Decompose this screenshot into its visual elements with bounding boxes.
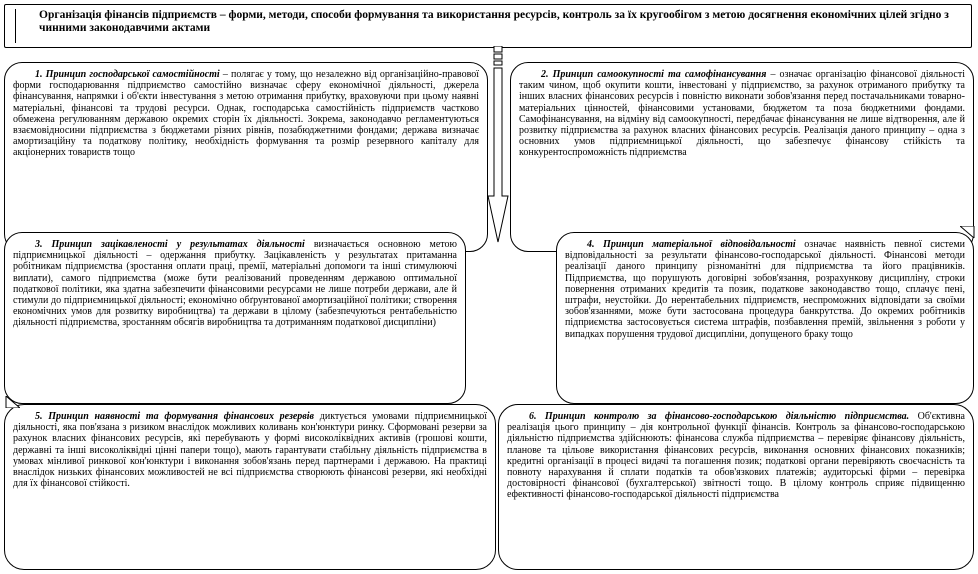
principle-3-heading: 3. Принцип зацікавленості у результатах діяльності bbox=[35, 239, 305, 250]
principle-3-text: визначається основною метою підприємницької діяльності – одержання прибутку. Зацікавленість у результатах притаманна робітникам підприємства (зростання оплати праці, премії, матеріальні допомоги та інші стимулюючі виплати), самого підприємства (може бути реалізований проведенням державою оптимальної податкової політики, яка здатна забезпечити фінансовими ресурсами не лише потреби держави, але й стимули до підприємницької діяльності; економічно обґрунтованої амортизаційної політики; створення економічних умов для розвитку виробництва) та держави в цілому (забезпечуються рентабельністю діяльності підприємства, зростанням обсягів виробництва та дотриманням податкової дисципліни) bbox=[13, 239, 458, 329]
principle-2-text: – означає організацію фінансової діяльності таким чином, щоб окупити кошти, інвестовані у підприємство, за рахунок отриманого прибутку та інших власних фінансових ресурсів і повністю виконати зобов'язання перед постачальниками товарно-матеріальних цінностей, фінансовими установами, бюджетом та поза бюджетними фондами. Самофінансування, на відміну від самоокупності, передбачає фінансування не лише відтворення, але й розвитку підприємства за рахунок власних фінансових ресурсів. Реалізація даного принципу – одна з основних умов підприємницької діяльності, що забезпечує фінансову стійкість та конкурентоспроможність підприємства bbox=[519, 69, 966, 159]
principle-4-heading: 4. Принцип матеріальної відповідальності bbox=[587, 239, 796, 250]
principle-5-text: диктується умовами підприємницької діяльності, яка пов'язана з ризиком внаслідок можливих коливань кон'юнктури ринку. Сформовані резерви за рахунок власних фінансових ресурсів, які перебувають у формі високоліквідних активів (грошові кошти, державні та інші високоліквідні цінні папери тощо), мають гарантувати стабільну діяльність підприємства в умовах мінливої ринкової кон'юнктури і виконання зобов'язань перед партнерами і державою. На практиці внаслідок низьких фінансових можливостей не всі підприємства створюють фінансові резерви, які необхідні для їх фінансової стійкості. bbox=[13, 411, 488, 490]
principle-box-2 bbox=[510, 62, 974, 252]
principle-1-text: – полягає у тому, що незалежно від організаційно-правової форми господарювання підприємство самостійно визначає сферу економічної діяльності, джерела фінансування, напрямки і об'єкти інвестування з метою отримання прибутку, враховуючи при цьому наявні матеріальні, фінансові та трудові ресурси. Однак, господарська самостійність підприємств частково обмежена регулюванням державою окремих сторін їх діяльності. Зокрема, законодавчо регламентуються взаємовідносини підприємства з бюджетами різних рівнів, позабюджетними фондами; держава визначає амортизаційну та податкову політику, необхідність формування та розмір резервного капіталу для акціонерних товариств тощо bbox=[13, 69, 479, 159]
principle-box-4 bbox=[556, 232, 974, 404]
diagram-header bbox=[4, 4, 972, 48]
connector-left-pointer bbox=[4, 396, 20, 408]
principle-5-heading: 5. Принцип наявності та формування фінансових резервів bbox=[35, 411, 315, 422]
principle-4-text: означає наявність певної системи відповідальності за результати фінансово-господарської діяльності. Фінансові методи реалізації даного принципу різноманітні для підприємства та його працівників. Підприємства, що порушують договірні зобов'язання, розрахункову дисципліну, строки повернення отриманих кредитів та позик, податкове законодавство тощо, сплачує пені, штрафи, неустойки. До нерентабельних підприємств, неспроможних відповідати за своїми зобов'язаннями, може бути застосована процедура банкрутства. До окремих робітників підприємства застосовується система штрафів, позбавлення премій, звільнення з роботи у випадках порушення трудової дисципліни, допущеного браку тощо bbox=[565, 239, 966, 340]
central-down-arrow bbox=[486, 46, 510, 246]
principle-2-heading: 2. Принцип самоокупності та самофінансування bbox=[541, 69, 767, 80]
principle-box-3 bbox=[4, 232, 466, 404]
principle-6-text: Об'єктивна реалізація цього принципу – дія контрольної функції фінансів. Контроль за фінансово-господарською діяльністю підприємства здійснюють: фінансова служба підприємства – перевіряє фінансову діяльність, планове та цільове використання фінансових ресурсів, виконання основних фінансових показників; кредитні організації в процесі видачі та погашення позик; податкові органи перевіряють своєчасність та повноту нарахування й сплати податків та обов'язкових платежів; аудиторські фірми – перевірка достовірності фінансової (бухгалтерської) звітності тощо. В цілому контроль сприяє підвищенню ефективності фінансово-господарської діяльності підприємства bbox=[507, 411, 965, 501]
header-title: Організація фінансів підприємств – форми, методи, способи формування та використання ресурсів, контроль за їх кругообігом з метою досягнення економічних цілей згідно з чинними законодавчими актами bbox=[39, 9, 949, 34]
principle-box-5 bbox=[4, 404, 496, 570]
principle-box-6 bbox=[498, 404, 974, 570]
connector-right-pointer bbox=[960, 226, 976, 238]
principle-1-heading: 1. Принцип господарської самостійності bbox=[35, 69, 220, 80]
principle-box-1 bbox=[4, 62, 488, 252]
principle-6-heading: 6. Принцип контролю за фінансово-господарською діяльністю підприємства. bbox=[529, 411, 910, 422]
